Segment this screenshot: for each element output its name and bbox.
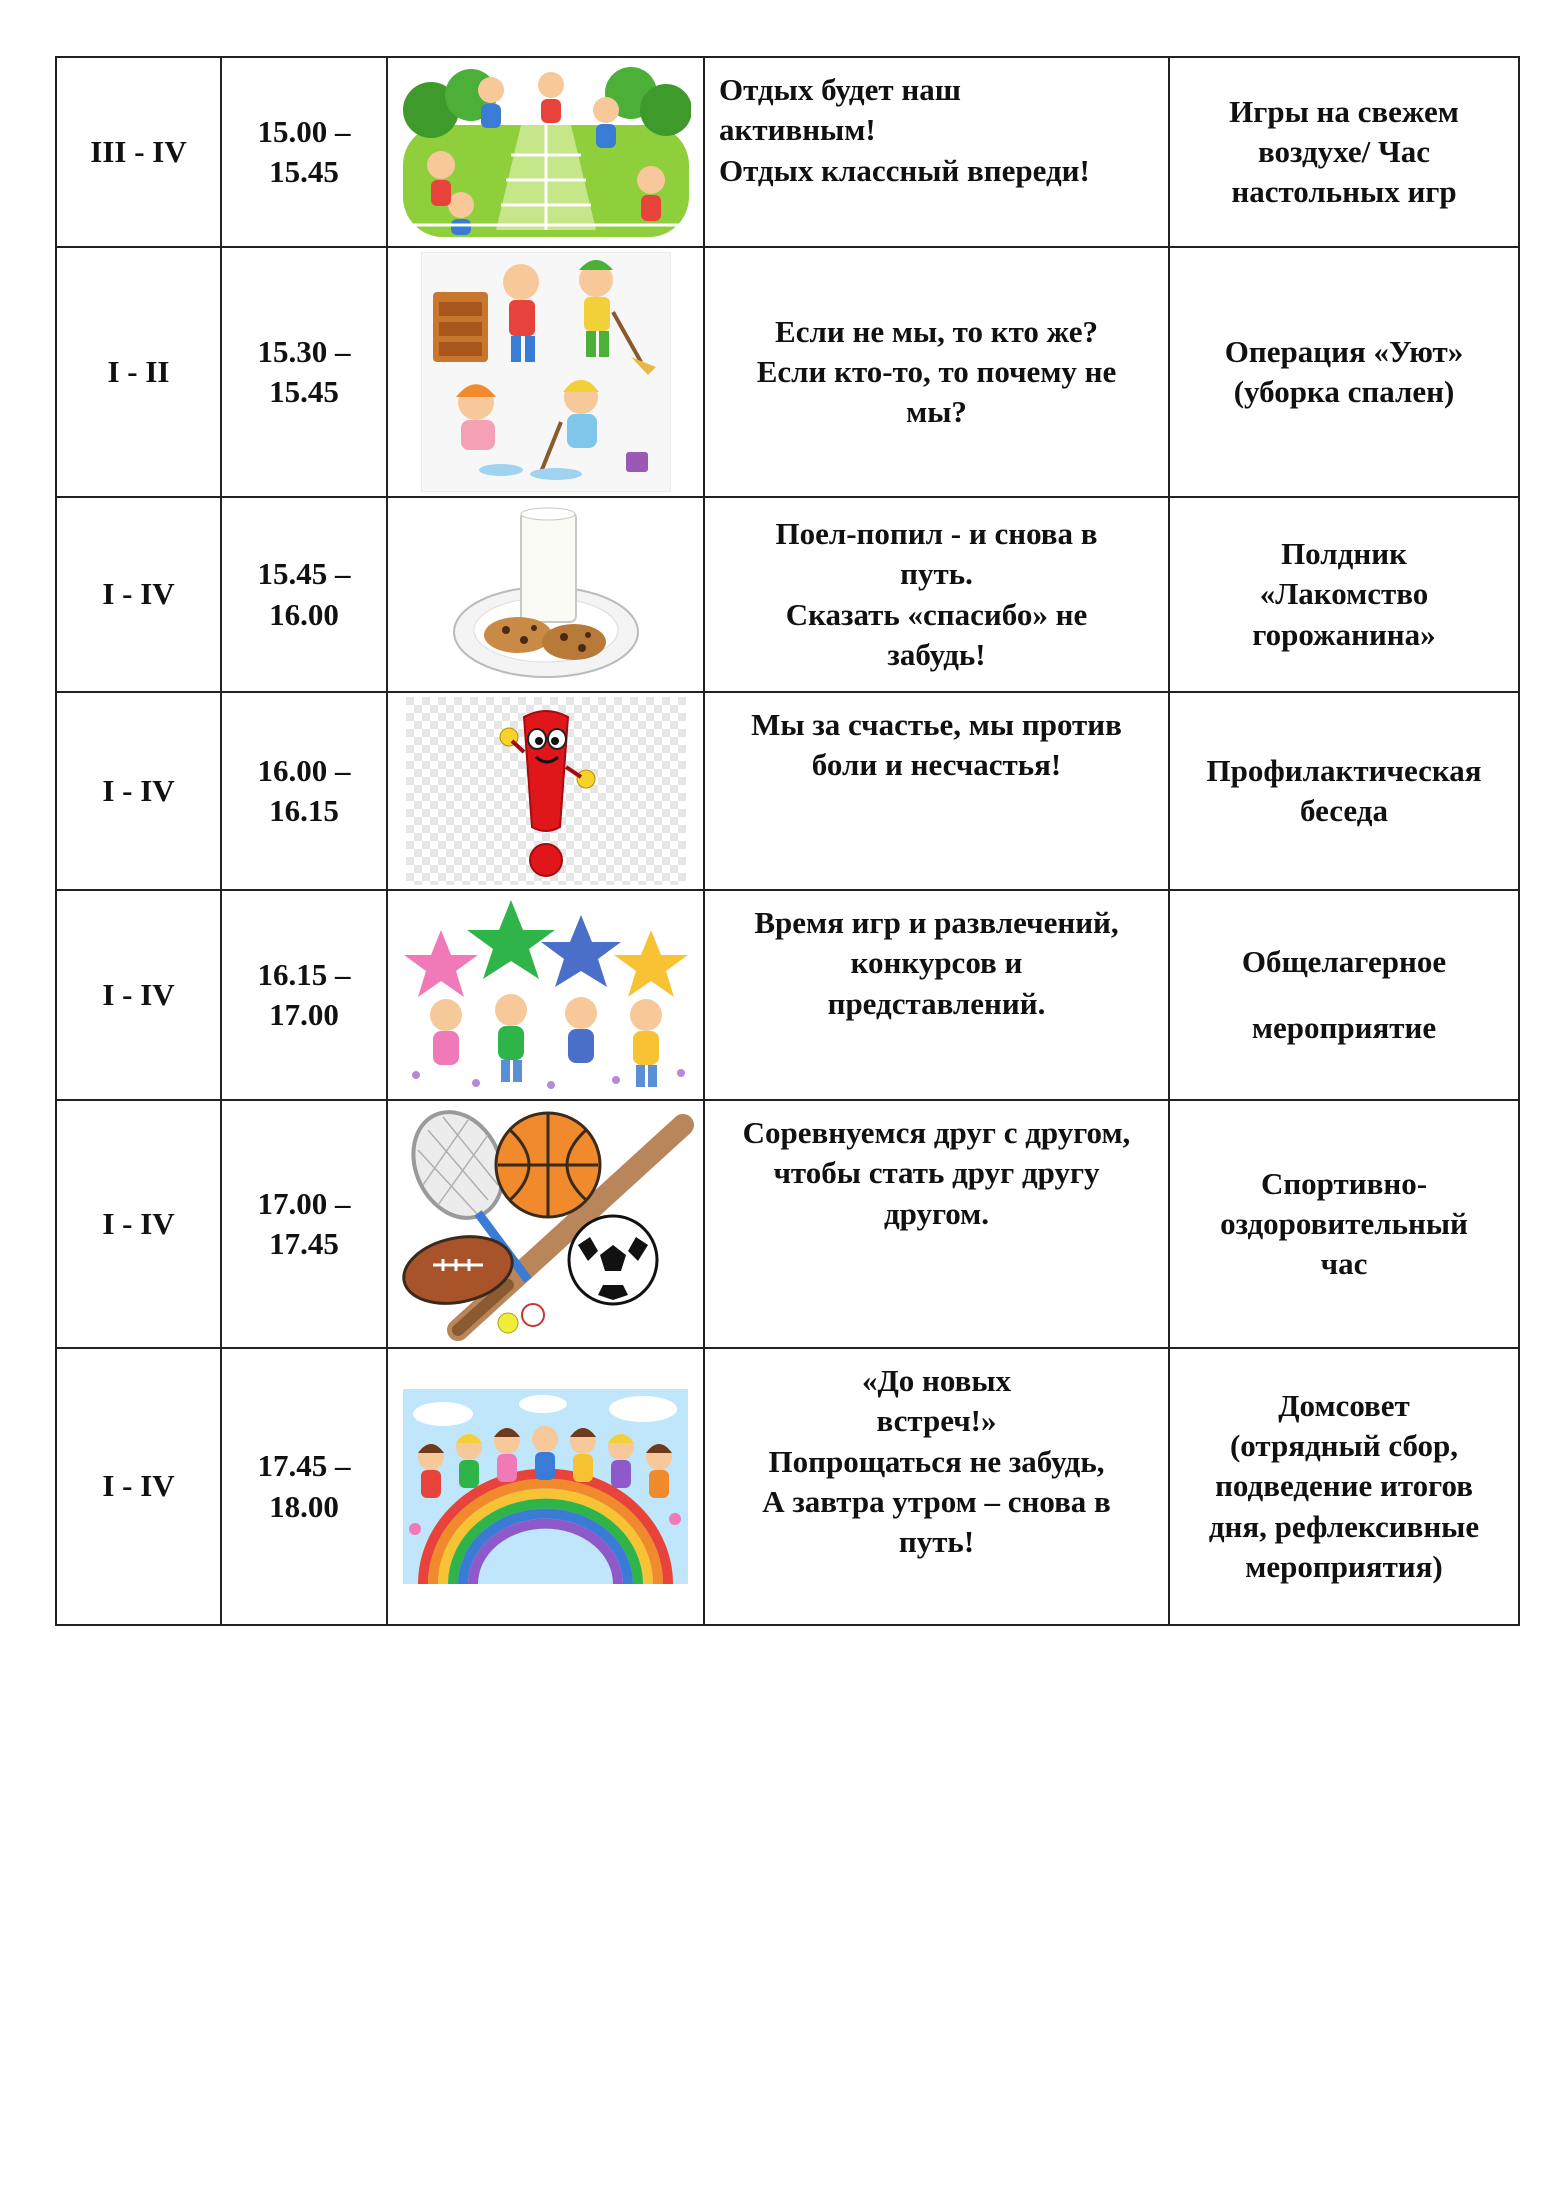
activity-cell: Операция «Уют» (уборка спален) <box>1169 247 1519 497</box>
schedule-row <box>56 497 1519 692</box>
groups-cell: I - II <box>56 247 221 497</box>
activity-cell: Игры на свежем воздухе/ Час настольных игр <box>1169 57 1519 247</box>
sports-image <box>398 1105 698 1343</box>
activity-cell: Спортивно- оздоровительный час <box>1169 1100 1519 1348</box>
picture-cell <box>387 692 704 890</box>
activity-cell: Полдник «Лакомство горожанина» <box>1169 497 1519 692</box>
motto-cell: Отдых будет наш активным! Отдых классный впереди! <box>704 57 1169 247</box>
motto-cell: «До новых встреч!» Попрощаться не забудь, А завтра утром – снова в путь! <box>704 1348 1169 1625</box>
activity-cell: Домсовет (отрядный сбор, подведение итогов дня, рефлексивные мероприятия) <box>1169 1348 1519 1625</box>
groups-cell: I - IV <box>56 1348 221 1625</box>
time-cell: 16.00 – 16.15 <box>221 692 387 890</box>
schedule-row <box>56 692 1519 890</box>
groups-cell: I - IV <box>56 1100 221 1348</box>
time-cell: 17.00 – 17.45 <box>221 1100 387 1348</box>
time-cell: 16.15 – 17.00 <box>221 890 387 1100</box>
schedule-row <box>56 1100 1519 1348</box>
activity-cell: Общелагерное мероприятие <box>1169 890 1519 1100</box>
motto-cell: Мы за счастье, мы против боли и несчастья! <box>704 692 1169 890</box>
hopscotch-image <box>401 65 691 240</box>
picture-cell <box>387 57 704 247</box>
motto-cell: Если не мы, то кто же? Если кто-то, то почему не мы? <box>704 247 1169 497</box>
picture-cell <box>387 1348 704 1625</box>
time-cell: 15.30 – 15.45 <box>221 247 387 497</box>
time-cell: 17.45 – 18.00 <box>221 1348 387 1625</box>
picture-cell <box>387 497 704 692</box>
schedule-table <box>55 56 1520 1626</box>
motto-cell: Соревнуемся друг с другом, чтобы стать друг другу другом. <box>704 1100 1169 1348</box>
time-cell: 15.00 – 15.45 <box>221 57 387 247</box>
milk-cookies-image <box>446 502 646 687</box>
picture-cell <box>387 1100 704 1348</box>
picture-cell <box>387 890 704 1100</box>
rainbow-children-image <box>403 1389 688 1584</box>
exclamation-image <box>406 697 686 885</box>
picture-cell <box>387 247 704 497</box>
cleaning-image <box>421 252 671 492</box>
motto-cell: Поел-попил - и снова в путь. Сказать «спасибо» не забудь! <box>704 497 1169 692</box>
schedule-row <box>56 57 1519 247</box>
stars-children-image <box>401 895 691 1095</box>
activity-cell: Профилактическая беседа <box>1169 692 1519 890</box>
time-cell: 15.45 – 16.00 <box>221 497 387 692</box>
groups-cell: I - IV <box>56 497 221 692</box>
groups-cell: I - IV <box>56 890 221 1100</box>
schedule-row <box>56 1348 1519 1625</box>
groups-cell: III - IV <box>56 57 221 247</box>
schedule-row <box>56 247 1519 497</box>
schedule-row <box>56 890 1519 1100</box>
motto-cell: Время игр и развлечений, конкурсов и представлений. <box>704 890 1169 1100</box>
groups-cell: I - IV <box>56 692 221 890</box>
